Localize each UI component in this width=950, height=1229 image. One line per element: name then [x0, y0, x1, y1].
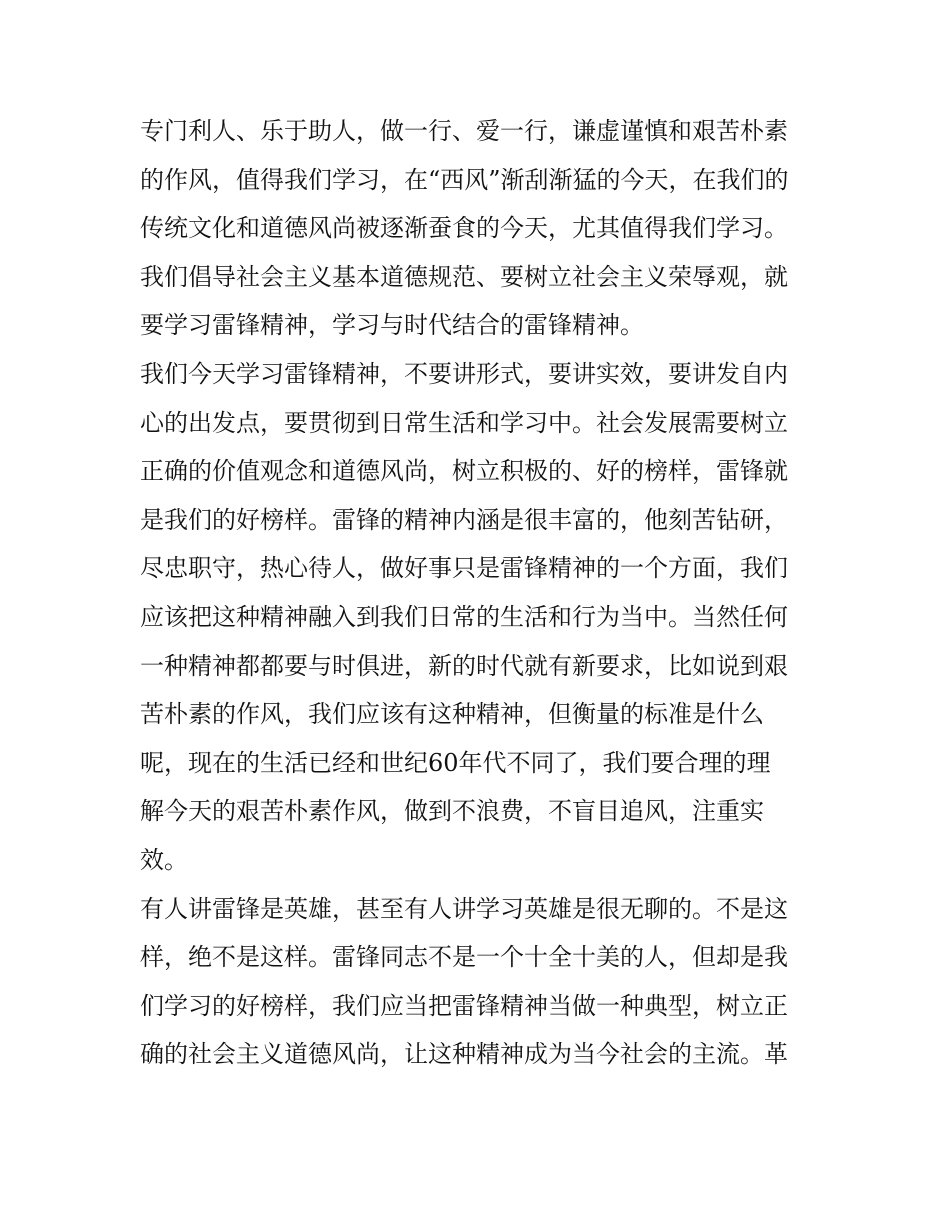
text-line: 要学习雷锋精神，学习与时代结合的雷锋精神。: [140, 311, 644, 340]
text-line: 们学习的好榜样，我们应当把雷锋精神当做一种典型，树立正: [140, 991, 788, 1020]
text-line: 呢，现在的生活已经和世纪60年代不同了，我们要合理的理: [140, 748, 771, 777]
text-line: 尽忠职守，热心待人，做好事只是雷锋精神的一个方面，我们: [140, 554, 788, 583]
text-line: 正确的价值观念和道德风尚，树立积极的、好的榜样，雷锋就: [140, 457, 788, 486]
text-line: 苦朴素的作风，我们应该有这种精神，但衡量的标准是什么: [140, 700, 764, 729]
text-line: 心的出发点，要贯彻到日常生活和学习中。社会发展需要树立: [140, 408, 788, 437]
text-line: 一种精神都都要与时俱进，新的时代就有新要求，比如说到艰: [140, 651, 788, 680]
text-line: 有人讲雷锋是英雄，甚至有人讲学习英雄是很无聊的。不是这: [140, 894, 788, 923]
text-line: 我们今天学习雷锋精神，不要讲形式，要讲实效，要讲发自内: [140, 359, 788, 388]
text-line: 专门利人、乐于助人，做一行、爱一行，谦虚谨慎和艰苦朴素: [140, 117, 788, 145]
text-line: 样，绝不是这样。雷锋同志不是一个十全十美的人，但却是我: [140, 943, 788, 972]
text-line: 解今天的艰苦朴素作风，做到不浪费，不盲目追风，注重实: [140, 797, 764, 826]
document-body: [140, 107, 820, 1079]
text-line: 我们倡导社会主义基本道德规范、要树立社会主义荣辱观，就: [140, 262, 788, 291]
text-line: 的作风，值得我们学习，在“西风”渐刮渐猛的今天，在我们的: [140, 165, 789, 194]
text-line: 应该把这种精神融入到我们日常的生活和行为当中。当然任何: [140, 602, 788, 631]
text-line: 是我们的好榜样。雷锋的精神内涵是很丰富的，他刻苦钻研，: [140, 505, 788, 534]
text-line: 确的社会主义道德风尚，让这种精神成为当今社会的主流。革: [140, 1040, 788, 1069]
text-line: 效。: [140, 845, 188, 874]
text-line: 传统文化和道德风尚被逐渐蚕食的今天，尤其值得我们学习。: [140, 214, 788, 243]
